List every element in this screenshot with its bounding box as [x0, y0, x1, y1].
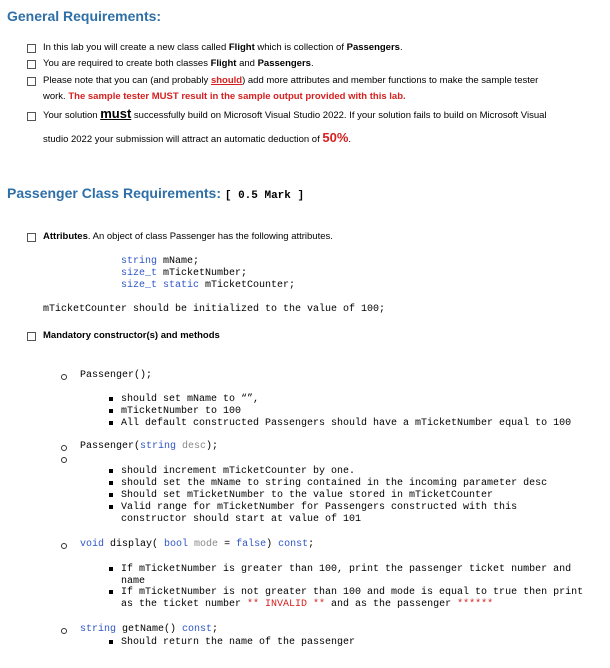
display-bullet: If mTicketNumber is greater than 100, print the passenger ticket number and	[121, 564, 572, 575]
square-bullet	[109, 567, 113, 571]
method-param-ctor: Passenger(string desc);	[80, 441, 219, 452]
ctor-bullet: should increment mTicketCounter by one.	[121, 466, 356, 477]
counter-init-note: mTicketCounter should be initialized to the value of 100;	[43, 304, 386, 315]
getname-bullet: Should return the name of the passenger	[121, 637, 356, 648]
square-bullet	[109, 421, 113, 425]
general-item-4-cont: studio 2022 your submission will attract an automatic deduction of 50%.	[43, 130, 352, 145]
checkbox-bullet	[27, 77, 36, 86]
square-bullet	[109, 397, 113, 401]
circle-bullet	[61, 445, 67, 451]
circle-bullet	[61, 374, 67, 380]
display-bullet: If mTicketNumber is not greater than 100 and mode is equal to true then print	[121, 587, 584, 598]
ctor-bullet: Should set mTicketNumber to the value stored in mTicketCounter	[121, 490, 494, 501]
code-attr-mticketcounter: size_t static mTicketCounter;	[121, 280, 296, 291]
ctor-bullet: All default constructed Passengers should have a mTicketNumber equal to 100	[121, 418, 572, 429]
general-item-1: In this lab you will create a new class called Flight which is collection of Passengers.	[43, 42, 403, 53]
checkbox-bullet	[27, 44, 36, 53]
square-bullet	[109, 409, 113, 413]
checkbox-bullet	[27, 233, 36, 242]
general-item-4: Your solution must successfully build on Microsoft Visual Studio 2022. If your solution fails to build on Microsoft Visual	[43, 106, 547, 121]
display-bullet-cont: as the ticket number ** INVALID ** and as the passenger ******	[121, 599, 494, 610]
square-bullet	[109, 469, 113, 473]
code-attr-mname: string mName;	[121, 256, 200, 267]
checkbox-bullet	[27, 60, 36, 69]
mark-label: [ 0.5 Mark ]	[224, 190, 305, 202]
ctor-bullet-cont: constructor should start at value of 101	[121, 514, 362, 525]
ctor-bullet: Valid range for mTicketNumber for Passengers constructed with this	[121, 502, 518, 513]
general-item-3: Please note that you can (and probably should) add more attributes and member functions to make the sample tester	[43, 75, 539, 86]
method-default-ctor: Passenger();	[80, 370, 153, 381]
circle-bullet	[61, 628, 67, 634]
display-bullet-cont: name	[121, 576, 146, 587]
general-item-2: You are required to create both classes Flight and Passengers.	[43, 58, 314, 69]
attributes-line: Attributes. An object of class Passenger has the following attributes.	[43, 231, 333, 242]
code-attr-mticketnumber: size_t mTicketNumber;	[121, 268, 248, 279]
checkbox-bullet	[27, 112, 36, 121]
mandatory-heading: Mandatory constructor(s) and methods	[43, 330, 220, 341]
general-item-3-cont: work. The sample tester MUST result in the sample output provided with this lab.	[43, 91, 406, 102]
passenger-class-heading: Passenger Class Requirements: [ 0.5 Mark ]	[7, 185, 305, 202]
ctor-bullet: mTicketNumber to 100	[121, 406, 242, 417]
square-bullet	[109, 493, 113, 497]
ctor-bullet: should set the mName to string contained in the incoming parameter desc	[121, 478, 548, 489]
method-display: void display( bool mode = false) const;	[80, 539, 315, 550]
square-bullet	[109, 640, 113, 644]
square-bullet	[109, 590, 113, 594]
ctor-bullet: should set mName to “”,	[121, 394, 260, 405]
general-requirements-heading: General Requirements:	[7, 8, 162, 24]
square-bullet	[109, 481, 113, 485]
checkbox-bullet	[27, 332, 36, 341]
circle-bullet	[61, 457, 67, 463]
circle-bullet	[61, 543, 67, 549]
square-bullet	[109, 505, 113, 509]
method-getname: string getName() const;	[80, 624, 219, 635]
